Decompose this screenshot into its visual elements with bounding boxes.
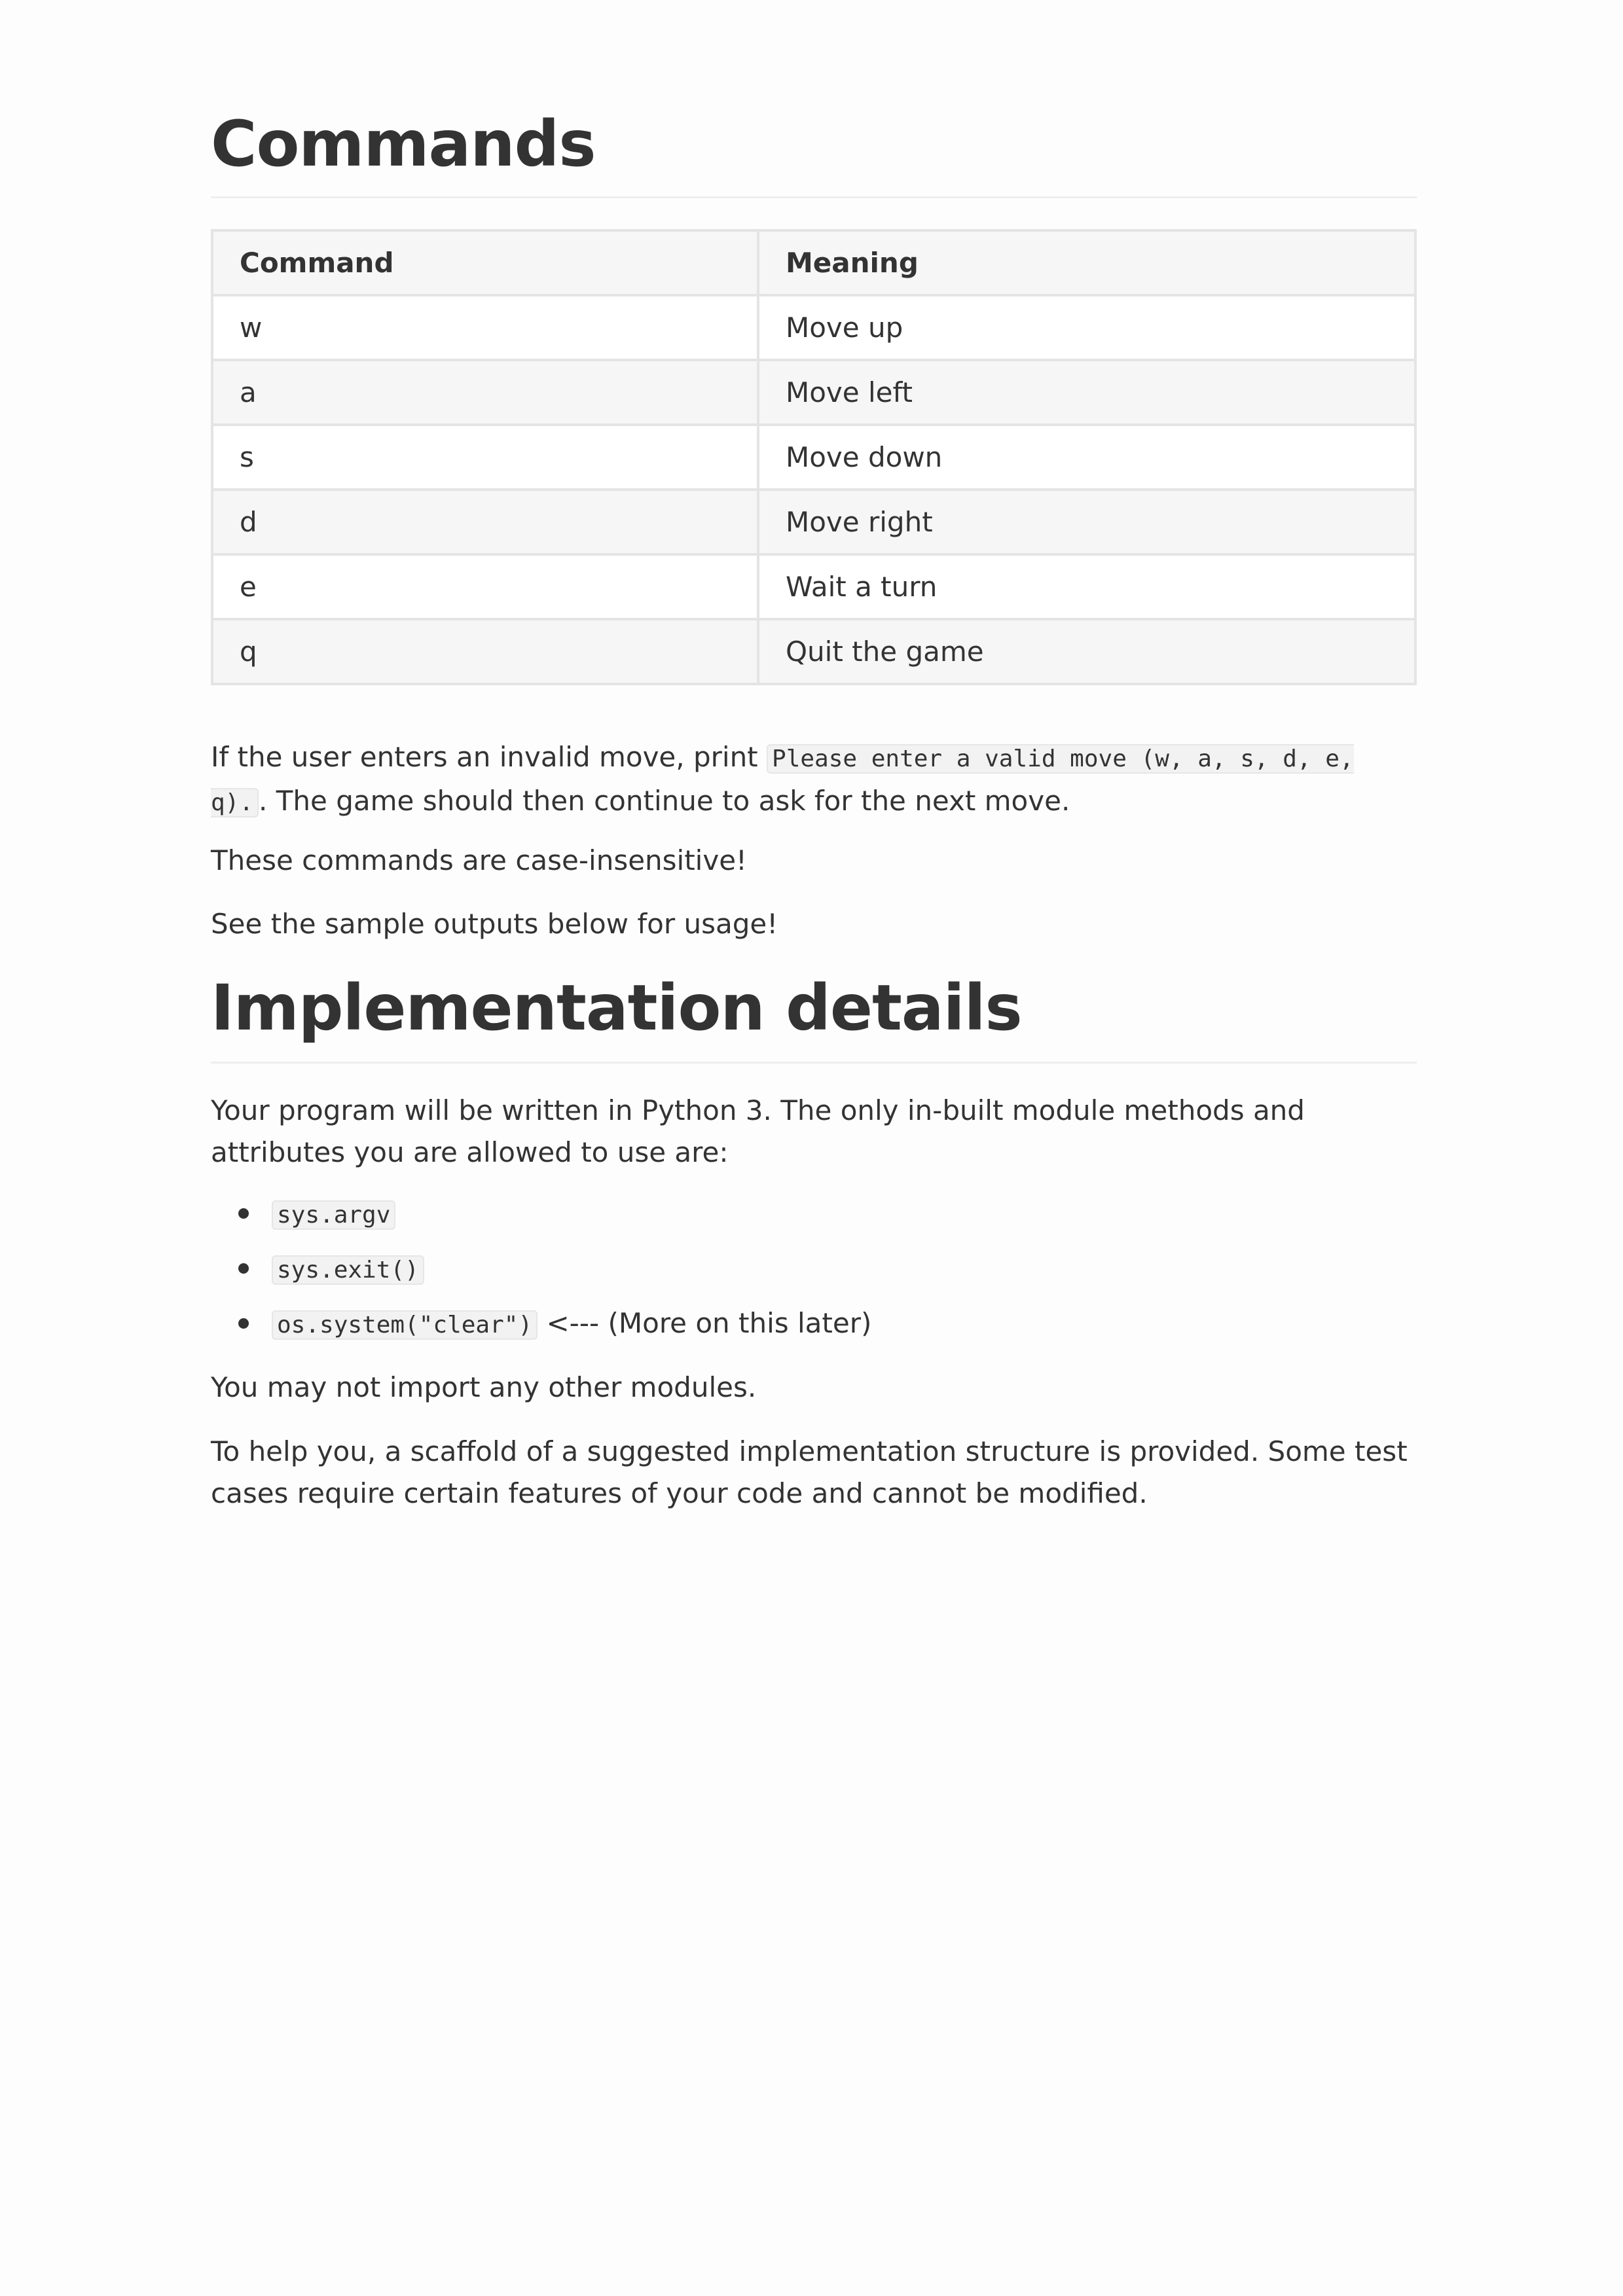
table-row (212, 554, 1415, 619)
meaning-cell: Move right (758, 490, 1415, 554)
list-item (211, 1193, 1417, 1247)
allowed-code: sys.exit() (272, 1255, 424, 1285)
command-cell: q (212, 619, 758, 684)
table-row (212, 425, 1415, 490)
implementation-heading: Implementation details (211, 971, 1022, 1045)
meaning-cell: Quit the game (758, 619, 1415, 684)
commands-heading: Commands (211, 107, 596, 181)
bullet-icon (238, 1263, 249, 1274)
column-header-command: Command (212, 230, 758, 295)
implementation-intro: Your program will be written in Python 3. The only in-built module methods and attributes you are allowed to use are: (211, 1094, 1305, 1168)
allowed-code: os.system("clear") (272, 1310, 538, 1340)
table-row (212, 295, 1415, 360)
meaning-cell: Move down (758, 425, 1415, 490)
bullet-icon (238, 1208, 249, 1219)
invalid-move-text-before: If the user enters an invalid move, print (211, 741, 767, 773)
column-header-meaning: Meaning (758, 230, 1415, 295)
commands-table (211, 229, 1417, 685)
command-cell: e (212, 554, 758, 619)
invalid-move-message-code: Please enter a valid move (w, a, s, d, e, q). (211, 745, 1354, 816)
list-item (211, 1247, 1417, 1302)
sample-outputs-note: See the sample outputs below for usage! (211, 908, 778, 940)
meaning-cell: Move left (758, 360, 1415, 425)
implementation-heading-block (211, 969, 1417, 1064)
invalid-move-paragraph (211, 736, 1417, 824)
allowed-code: sys.argv (272, 1200, 395, 1230)
table-header-row (212, 230, 1415, 295)
allowed-note: <--- (More on this later) (538, 1307, 872, 1339)
allowed-modules-list (211, 1193, 1417, 1357)
command-cell: d (212, 490, 758, 554)
commands-heading-block (211, 98, 1417, 198)
meaning-cell: Move up (758, 295, 1415, 360)
table-row (212, 619, 1415, 684)
no-import-note: You may not import any other modules. (211, 1371, 757, 1403)
scaffold-note: To help you, a scaffold of a suggested implementation structure is provided. Some test cases require certain features of your code and cannot be modified. (211, 1435, 1408, 1509)
invalid-move-text-after: . The game should then continue to ask for the next move. (259, 785, 1070, 817)
table-row (212, 360, 1415, 425)
list-item (211, 1302, 1417, 1357)
case-insensitive-note: These commands are case-insensitive! (211, 844, 747, 876)
meaning-cell: Wait a turn (758, 554, 1415, 619)
bullet-icon (238, 1318, 249, 1329)
command-cell: s (212, 425, 758, 490)
table-row (212, 490, 1415, 554)
command-cell: a (212, 360, 758, 425)
command-cell: w (212, 295, 758, 360)
